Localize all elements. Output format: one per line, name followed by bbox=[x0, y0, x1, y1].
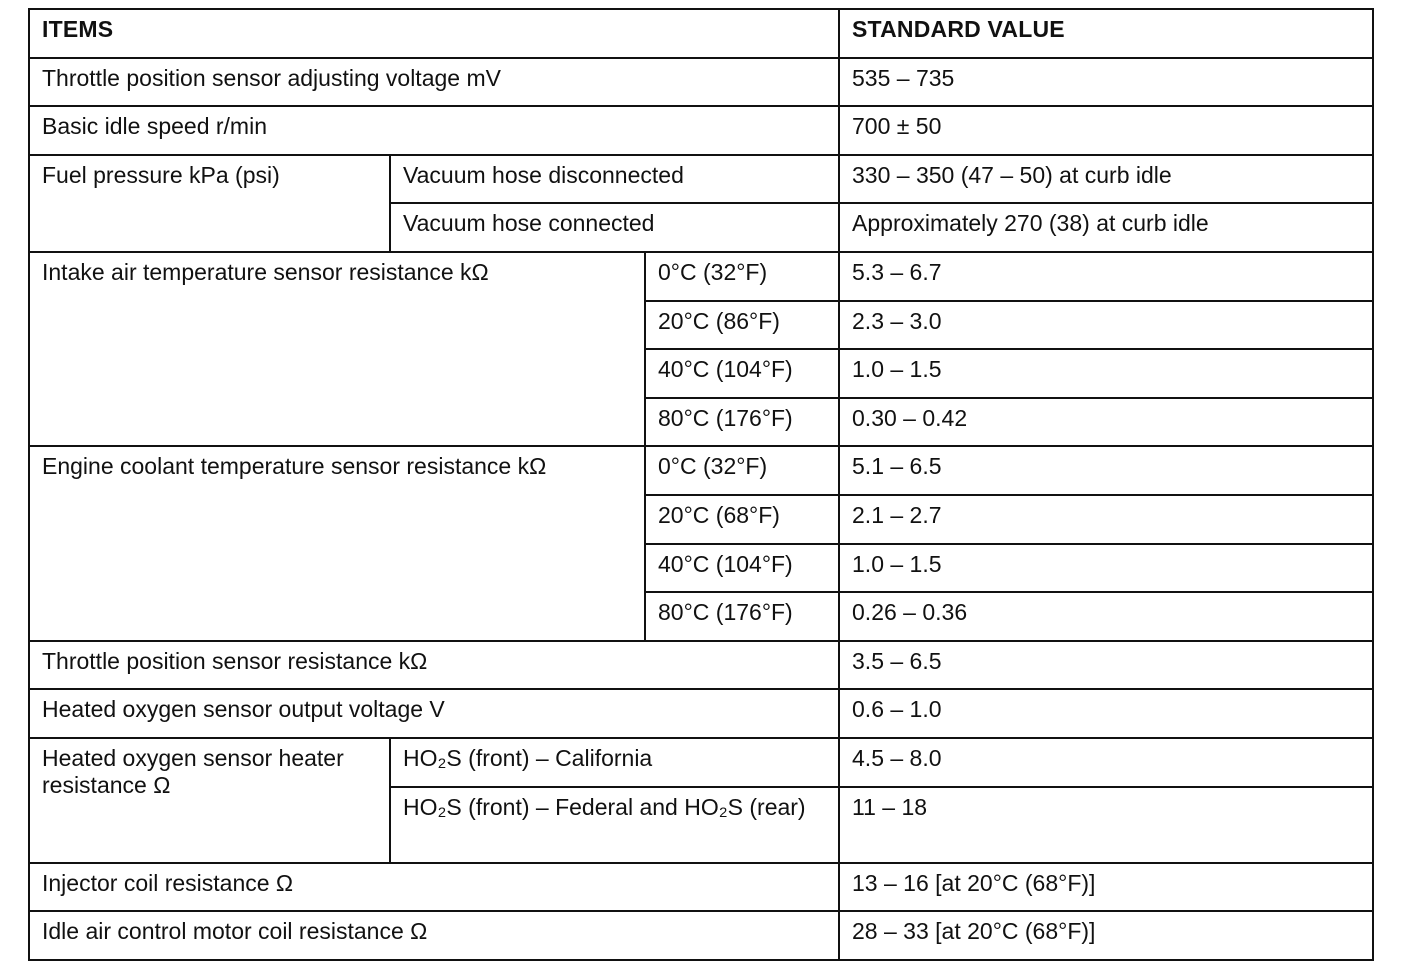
value-ect-80c: 0.26 – 0.36 bbox=[839, 592, 1373, 641]
value-iat-20c: 2.3 – 3.0 bbox=[839, 301, 1373, 350]
value-ho2s-federal: 11 – 18 bbox=[839, 787, 1373, 863]
value-iat-0c: 5.3 – 6.7 bbox=[839, 252, 1373, 301]
item-tps-voltage: Throttle position sensor adjusting voltage mV bbox=[29, 58, 839, 107]
item-idle-speed: Basic idle speed r/min bbox=[29, 106, 839, 155]
header-standard-value: STANDARD VALUE bbox=[839, 9, 1373, 58]
condition-iat-80c: 80°C (176°F) bbox=[645, 398, 839, 447]
item-iat-sensor: Intake air temperature sensor resistance kΩ bbox=[29, 252, 645, 446]
item-iac-motor: Idle air control motor coil resistance Ω bbox=[29, 911, 839, 960]
condition-ect-40c: 40°C (104°F) bbox=[645, 544, 839, 593]
condition-ect-0c: 0°C (32°F) bbox=[645, 446, 839, 495]
item-ho2s-heater: Heated oxygen sensor heater resistance Ω bbox=[29, 738, 390, 863]
value-ect-20c: 2.1 – 2.7 bbox=[839, 495, 1373, 544]
value-iac-motor: 28 – 33 [at 20°C (68°F)] bbox=[839, 911, 1373, 960]
table-row bbox=[29, 155, 1373, 204]
value-iat-40c: 1.0 – 1.5 bbox=[839, 349, 1373, 398]
value-ect-40c: 1.0 – 1.5 bbox=[839, 544, 1373, 593]
table-row bbox=[29, 106, 1373, 155]
value-iat-80c: 0.30 – 0.42 bbox=[839, 398, 1373, 447]
table-row bbox=[29, 252, 1373, 301]
condition-vacuum-connected: Vacuum hose connected bbox=[390, 203, 839, 252]
condition-iat-40c: 40°C (104°F) bbox=[645, 349, 839, 398]
header-row bbox=[29, 9, 1373, 58]
value-tps-voltage: 535 – 735 bbox=[839, 58, 1373, 107]
item-injector: Injector coil resistance Ω bbox=[29, 863, 839, 912]
value-ho2s-output: 0.6 – 1.0 bbox=[839, 689, 1373, 738]
condition-ect-80c: 80°C (176°F) bbox=[645, 592, 839, 641]
table-row bbox=[29, 641, 1373, 690]
value-ect-0c: 5.1 – 6.5 bbox=[839, 446, 1373, 495]
condition-iat-0c: 0°C (32°F) bbox=[645, 252, 839, 301]
item-ect-sensor: Engine coolant temperature sensor resistance kΩ bbox=[29, 446, 645, 640]
value-tps-resistance: 3.5 – 6.5 bbox=[839, 641, 1373, 690]
table-row bbox=[29, 738, 1373, 787]
table-row bbox=[29, 863, 1373, 912]
item-tps-resistance: Throttle position sensor resistance kΩ bbox=[29, 641, 839, 690]
table-row bbox=[29, 911, 1373, 960]
item-ho2s-output: Heated oxygen sensor output voltage V bbox=[29, 689, 839, 738]
value-injector: 13 – 16 [at 20°C (68°F)] bbox=[839, 863, 1373, 912]
value-vacuum-connected: Approximately 270 (38) at curb idle bbox=[839, 203, 1373, 252]
condition-ho2s-california: HO₂S (front) – California bbox=[390, 738, 839, 787]
value-ho2s-california: 4.5 – 8.0 bbox=[839, 738, 1373, 787]
condition-ho2s-federal: HO₂S (front) – Federal and HO₂S (rear) bbox=[390, 787, 839, 863]
table-row bbox=[29, 689, 1373, 738]
condition-ect-20c: 20°C (68°F) bbox=[645, 495, 839, 544]
item-fuel-pressure: Fuel pressure kPa (psi) bbox=[29, 155, 390, 252]
table-row bbox=[29, 446, 1373, 495]
condition-iat-20c: 20°C (86°F) bbox=[645, 301, 839, 350]
condition-vacuum-disconnected: Vacuum hose disconnected bbox=[390, 155, 839, 204]
table-row bbox=[29, 58, 1373, 107]
value-idle-speed: 700 ± 50 bbox=[839, 106, 1373, 155]
value-vacuum-disconnected: 330 – 350 (47 – 50) at curb idle bbox=[839, 155, 1373, 204]
header-items: ITEMS bbox=[29, 9, 839, 58]
specification-table bbox=[28, 8, 1374, 961]
